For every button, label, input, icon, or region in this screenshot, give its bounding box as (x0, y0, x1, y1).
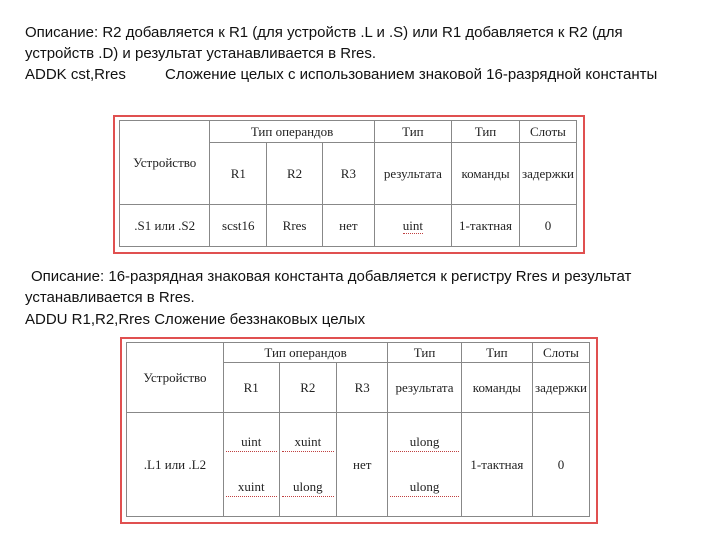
description-paragraph-1: Описание: R2 добавляется к R1 (для устройств .L и .S) или R1 добавляется к R2 (для устройств .D) и результат устанавливается в Rres. (25, 24, 623, 62)
header-r1: R1 (210, 143, 267, 205)
cell-r3: нет (337, 413, 388, 517)
header-type-command: команды (461, 363, 532, 413)
cell-device: .S1 или .S2 (120, 205, 210, 247)
header-type-top: Тип (374, 121, 451, 143)
cell-r1-a: uint (226, 433, 277, 452)
cell-command: 1-тактная (452, 205, 520, 247)
operand-table-addu (126, 342, 590, 517)
header-device: Устройство (127, 343, 224, 413)
header-type-command: команды (452, 143, 520, 205)
header-device: Устройство (120, 121, 210, 205)
header-operand-types: Тип операндов (223, 343, 387, 363)
header-slots-top: Слоты (532, 343, 589, 363)
description-paragraph-2-text: Описание: 16-разрядная знаковая константа добавляется к регистру Rres и результат устанавливается в Rres. (25, 268, 632, 306)
cell-r1-b: xuint (226, 478, 277, 497)
cell-result-a: ulong (390, 433, 459, 452)
cell-result (388, 413, 462, 517)
cell-delay: 0 (532, 413, 589, 517)
header-slots-delay: задержки (532, 363, 589, 413)
cell-r3: нет (323, 205, 375, 247)
cell-delay: 0 (519, 205, 576, 247)
header-operand-types: Тип операндов (210, 121, 374, 143)
header-type-top: Тип (388, 343, 462, 363)
instruction-addk (25, 64, 685, 85)
description-paragraph-2 (25, 266, 685, 308)
cell-result-text: uint (402, 217, 423, 233)
cell-r2-b: ulong (282, 478, 335, 497)
header-type2-top: Тип (461, 343, 532, 363)
header-slots-top: Слоты (519, 121, 576, 143)
header-type-result: результата (388, 363, 462, 413)
header-r1: R1 (223, 363, 279, 413)
instruction-addk-name: ADDK cst,Rres (25, 66, 126, 83)
operand-table-addk (119, 120, 577, 247)
operand-table-addk-image (113, 115, 585, 254)
header-r3: R3 (323, 143, 375, 205)
header-type-result: результата (374, 143, 451, 205)
cell-r1: scst16 (210, 205, 267, 247)
header-r3: R3 (337, 363, 388, 413)
header-type2-top: Тип (452, 121, 520, 143)
cell-command: 1-тактная (461, 413, 532, 517)
instruction-addk-description: Сложение целых с использованием знаковой 16-разрядной константы (165, 66, 658, 83)
instruction-addu: ADDU R1,R2,Rres Сложение беззнаковых целых (25, 311, 366, 328)
cell-r1-spacer (226, 452, 277, 478)
cell-result-b: ulong (390, 478, 459, 497)
header-r2: R2 (279, 363, 337, 413)
cell-r2-spacer (282, 452, 335, 478)
cell-device: .L1 или .L2 (127, 413, 224, 517)
operand-table-addu-image (120, 337, 598, 524)
cell-r2-a: xuint (282, 433, 335, 452)
cell-result-spacer (390, 452, 459, 478)
cell-result (374, 205, 451, 247)
header-r2: R2 (267, 143, 323, 205)
cell-r1 (223, 413, 279, 517)
cell-r2 (279, 413, 337, 517)
cell-r2: Rres (267, 205, 323, 247)
header-slots-delay: задержки (519, 143, 576, 205)
